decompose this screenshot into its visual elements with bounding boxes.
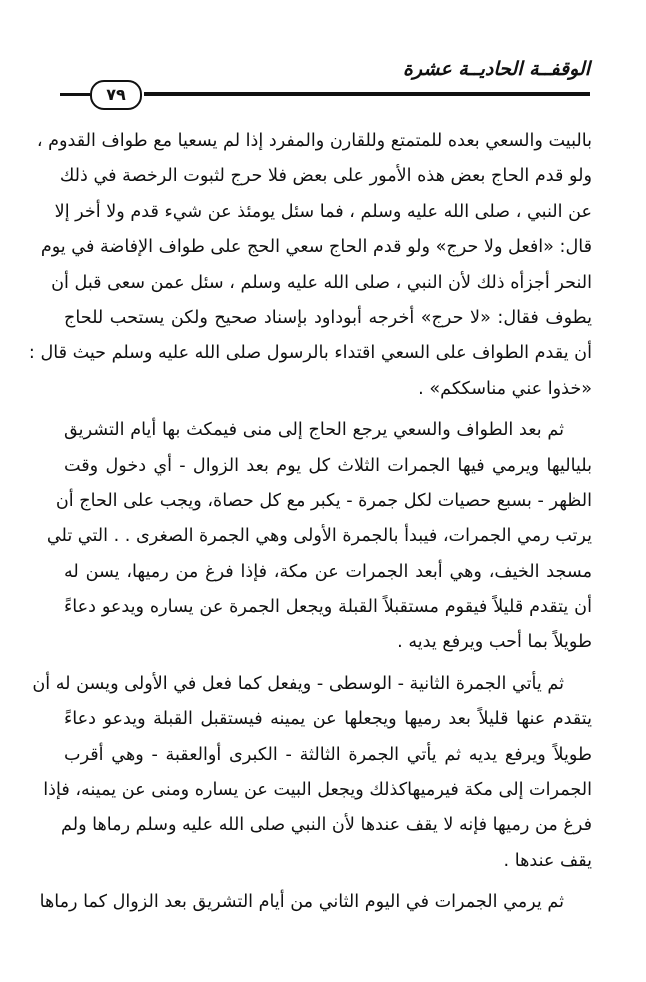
text-line: عن النبي ، صلى الله عليه وسلم ، فما سئل يومئذ عن شيء قدم ولا أخر إلا [54, 201, 592, 222]
text-line: بالبيت والسعي بعده للمتمتع وللقارن والمفرد إذا لم يسعيا مع طواف القدوم ، [36, 131, 592, 151]
text-line: ولو قدم الحاج بعض هذه الأمور على بعض فلا حرج لثبوت الرخصة في ذلك [59, 166, 592, 187]
text-line: أن يتقدم قليلاً فيقوم مستقبلاً القبلة ويجعل الجمرة عن يساره ويدعو دعاءً [64, 597, 592, 618]
header-rule [144, 92, 590, 96]
header-rule-short [60, 93, 90, 96]
text-line: ثم يأتي الجمرة الثانية - الوسطى - ويفعل كما فعل في الأولى ويسن له أن [32, 673, 564, 694]
text-line: الظهر - بسبع حصيات لكل جمرة - يكبر مع كل حصاة، ويجب على الحاج أن [55, 490, 592, 511]
text-line: «خذوا عني مناسككم» . [418, 378, 592, 399]
text-line: ثم يرمي الجمرات في اليوم الثاني من أيام التشريق بعد الزوال كما رماها [39, 892, 564, 913]
paragraph-2 [46, 413, 592, 661]
text-line: مسجد الخيف، وهي أبعد الجمرات عن مكة، فإذا فرغ من رميها، يسن له [64, 561, 592, 582]
page-header [60, 52, 590, 112]
text-line: طويلاً ويرفع يديه ثم يأتي الجمرة الثالثة - الكبرى أوالعقبة - وهي أقرب [64, 744, 592, 765]
text-line: النحر أجزأه ذلك لأن النبي ، صلى الله عليه وسلم ، سئل عمن سعى قبل أن [51, 272, 592, 293]
text-line: ثم بعد الطواف والسعي يرجع الحاج إلى منى فيمكث بها أيام التشريق [64, 420, 564, 441]
paragraph-1 [28, 124, 592, 407]
text-line: قال: «افعل ولا حرج» ولو قدم الحاج سعي الحج على طواف الإفاضة في يوم [40, 237, 592, 258]
body-text [28, 124, 592, 921]
text-line: يتقدم عنها قليلاً بعد رميها ويجعلها عن يمينه فيستقبل القبلة ويدعو دعاءً [64, 709, 592, 730]
text-line: يقف عندها . [503, 850, 592, 871]
text-line: فرغ من رميها فإنه لا يقف عندها لأن النبي صلى الله عليه وسلم رماها ولم [61, 815, 592, 836]
text-line: أن يقدم الطواف على السعي اقتداء بالرسول صلى الله عليه وسلم حيث قال : [28, 343, 592, 364]
page-number: ٧٩ [90, 80, 142, 110]
text-line: الجمرات إلى مكة فيرميهاكذلك ويجعل البيت عن يساره ومنى عن يمينه، فإذا [43, 780, 592, 801]
text-line: طويلاً بما أحب ويرفع يديه . [397, 632, 592, 653]
paragraph-3 [32, 667, 592, 879]
text-line: بلياليها ويرمي فيها الجمرات الثلاث كل يوم بعد الزوال - أي دخول وقت [64, 455, 592, 476]
running-title: الوقفــة الحاديــة عشرة [402, 58, 590, 80]
text-line: يطوف فقال: «لا حرج» أخرجه أبوداود بإسناد صحيح ولكن يستحب للحاج [64, 307, 592, 328]
paragraph-4 [39, 885, 592, 920]
text-line: يرتب رمي الجمرات، فيبدأ بالجمرة الأولى وهي الجمرة الصغرى . . التي تلي [46, 526, 592, 547]
